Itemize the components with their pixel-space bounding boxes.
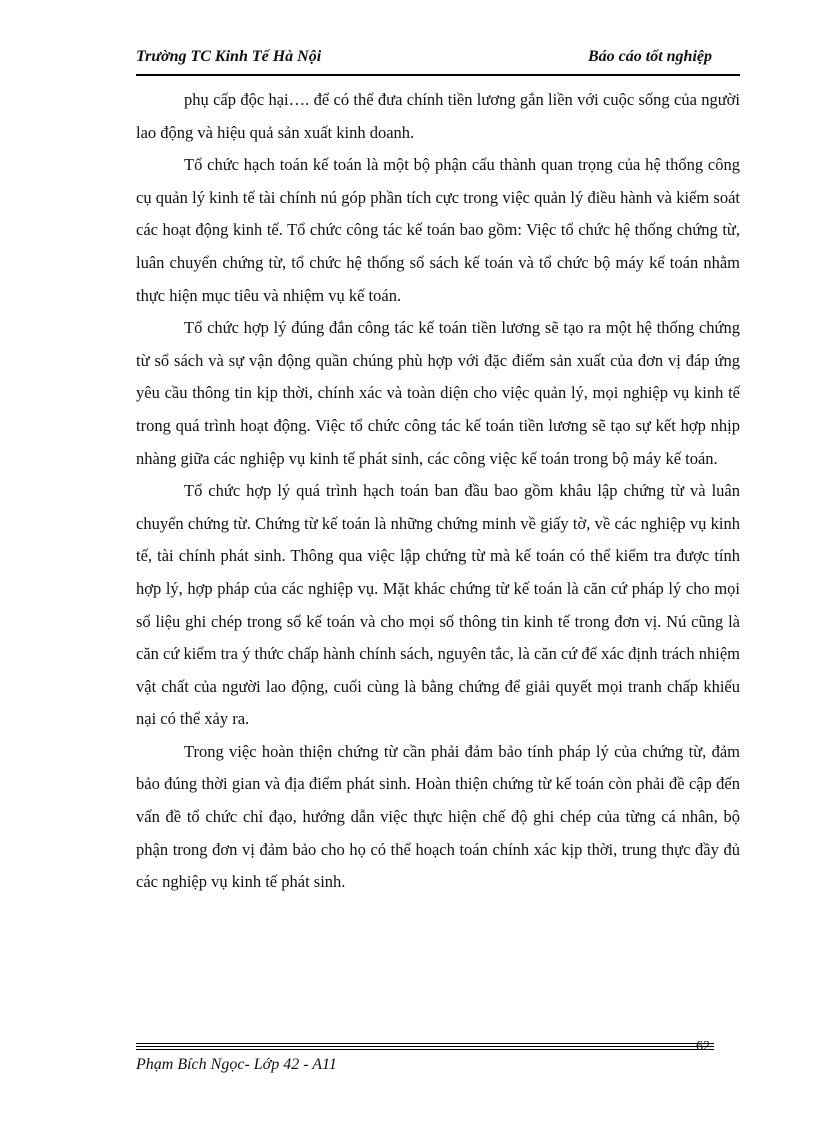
paragraph-2: Tổ chức hạch toán kế toán là một bộ phận cấu thành quan trọng của hệ thống công cụ quản lý kinh tế tài chính nú góp phần tích cực trong việc quản lý điều hành và kiểm soát các hoạt động kinh tế. Tổ chức công tác kế toán bao gồm: Việc tổ chức hệ thống chứng từ, luân chuyển chứng từ, tổ chức hệ thống sổ sách kế toán và tổ chức bộ máy kế toán nhằm thực hiện mục tiêu và nhiệm vụ kế toán. (136, 155, 740, 305)
page-number: 62 (696, 1039, 710, 1054)
header-divider (136, 74, 740, 76)
paragraph-1: phụ cấp độc hại…. để có thể đưa chính tiền lương gắn liền với cuộc sống của người lao động và hiệu quả sản xuất kinh doanh. (136, 90, 740, 142)
footer-divider-2 (136, 1046, 714, 1047)
footer-author: Phạm Bích Ngọc- Lớp 42 - A11 (136, 1056, 337, 1073)
footer-divider-1 (136, 1043, 714, 1044)
footer-divider-3 (136, 1049, 714, 1050)
paragraph-4: Tổ chức hợp lý quá trình hạch toán ban đầu bao gồm khâu lập chứng từ và luân chuyển chứng từ. Chứng từ kế toán là những chứng minh về giấy tờ, về các nghiệp vụ kinh tế, tài chính phát sinh. Thông qua việc lập chứng từ mà kế toán có thể kiểm tra được tính hợp lý, hợp pháp của các nghiệp vụ. Mặt khác chứng từ kế toán là căn cứ pháp lý cho mọi số liệu ghi chép trong sổ kế toán và cho mọi số thông tin kinh tế trong đơn vị. Nú cũng là căn cứ kiểm tra ý thức chấp hành chính sách, nguyên tắc, là căn cứ để xác định trách nhiệm vật chất của người lao động, cuối cùng là bằng chứng để giải quyết mọi tranh chấp khiếu nại có thể xảy ra. (136, 481, 740, 729)
header-school-name: Trường TC Kinh Tế Hà Nội (136, 48, 322, 65)
paragraph-5: Trong việc hoàn thiện chứng từ cần phải đảm bảo tính pháp lý của chứng từ, đảm bảo đúng thời gian và địa điểm phát sinh. Hoàn thiện chứng từ kế toán còn phải đề cập đến vấn đề tổ chức chỉ đạo, hướng dẫn việc thực hiện chế độ ghi chép của từng cá nhân, bộ phận trong đơn vị đảm bảo cho họ có thể hoạch toán chính xác kịp thời, trung thực đầy đủ các nghiệp vụ kinh tế phát sinh. (136, 741, 740, 892)
paragraph-3: Tổ chức hợp lý đúng đắn công tác kế toán tiền lương sẽ tạo ra một hệ thống chứng từ sổ sách và sự vận động quần chúng phù hợp với đặc điểm sản xuất của đơn vị đáp ứng yêu cầu thông tin kịp thời, chính xác và toàn diện cho việc quản lý, mọi nghiệp vụ kinh tế trong quá trình hoạt động. Việc tổ chức công tác kế toán tiền lương sẽ tạo sự kết hợp nhịp nhàng giữa các nghiệp vụ kinh tế phát sinh, các công việc kế toán trong bộ máy kế toán. (136, 318, 740, 468)
header-report-title: Báo cáo tốt nghiệp (587, 48, 712, 65)
document-body (136, 84, 740, 899)
page-header (136, 44, 740, 76)
